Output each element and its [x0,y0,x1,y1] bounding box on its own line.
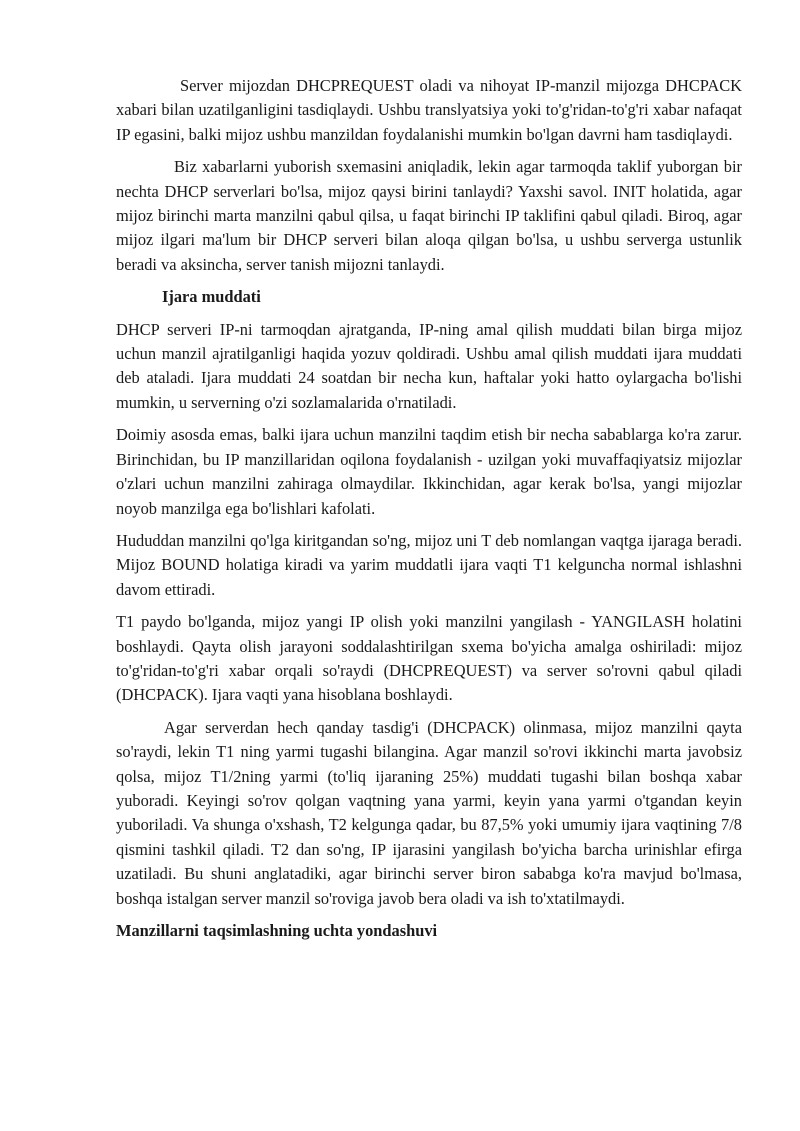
heading-lease-duration: Ijara muddati [162,287,261,307]
paragraph-dhcpack-confirmation: Server mijozdan DHCPREQUEST oladi va nihoyat IP-manzil mijozga DHCPACK xabari bilan uzatilganligini tasdiqlaydi. Ushbu translyatsiya yoki to'g'ridan-to'g'ri xabar nafaqat IP egasini, balki mijoz ushbu manzildan foydalanishi mumkin bo'lgan davrni ham tasdiqlaydi. [116,76,742,144]
paragraph-lease-definition: DHCP serveri IP-ni tarmoqdan ajratganda, IP-ning amal qilish muddati bilan birga mijoz uchun manzil ajratilganligi haqida yozuv qoldiradi. Ushbu amal qilish muddati ijara muddati deb ataladi. Ijara muddati 24 soatdan bir necha kun, haftalar yoki hatto oylargacha bo'lishi mumkin, u serverning o'zi sozlamalarida o'rnatiladi. [116,319,742,412]
heading-address-allocation-approaches: Manzillarni taqsimlashning uchta yondashuvi [116,921,438,940]
paragraph-lease-reasons: Doimiy asosda emas, balki ijara uchun manzilni taqdim etish bir necha sabablarga ko'ra zarur. Birinchidan, bu IP manzillaridan oqilona foydalanish - uzilgan yoki muvaffaqiyatsiz mijozlar o'zlari uchun manzilni zahiraga olmaydilar. Ikkinchidan, agar kerak bo'lsa, yangi mijozlar noyob manzilga ega bo'lishlari kafolati. [116,425,742,518]
document-page [116,74,742,951]
paragraph-bound-state: Hududdan manzilni qo'lga kiritgandan so'ng, mijoz uni T deb nomlangan vaqtga ijaraga beradi. Mijoz BOUND holatiga kiradi va yarim muddatli ijara vaqti T1 kelguncha normal ishlashni davom ettiradi. [116,530,742,599]
paragraph-server-selection: Biz xabarlarni yuborish sxemasini aniqladik, lekin agar tarmoqda taklif yuborgan bir nechta DHCP serverlari bo'lsa, mijoz qaysi birini tanlaydi? Yaxshi savol. INIT holatida, agar mijoz birinchi marta manzilni qabul qilsa, u faqat birinchi IP taklifini qabul qiladi. Biroq, agar mijoz ilgari ma'lum bir DHCP serveri bilan aloqa qilgan bo'lsa, u ushbu serverga ustunlik beradi va aksincha, server tanish mijozni tanlaydi. [116,157,742,274]
paragraph-retry-schedule: Agar serverdan hech qanday tasdig'i (DHCPACK) olinmasa, mijoz manzilni qayta so'raydi, lekin T1 ning yarmi tugashi bilangina. Agar manzil so'rovi ikkinchi marta javobsiz qolsa, mijoz T1/2ning yarmi (to'liq ijaraning 25%) muddati tugashi bilan boshqa xabar yuboradi. Keyingi so'rov qolgan vaqtning yana yarmi, keyin yana yarmi o'tgandan keyin yuboriladi. Va shunga o'xshash, T2 kelgunga qadar, bu 87,5% yoki umumiy ijara vaqtining 7/8 qismini tashkil qiladi. T2 dan so'ng, IP ijarasini yangilash bo'yicha barcha urinishlar efirga uzatiladi. Bu shuni anglatadiki, agar birinchi server biron sababga ko'ra mavjud bo'lmasa, boshqa istalgan server manzil so'roviga javob bera oladi va ish to'xtatilmaydi. [116,717,742,908]
paragraph-renewing-state: T1 paydo bo'lganda, mijoz yangi IP olish yoki manzilni yangilash - YANGILASH holatini boshlaydi. Qayta olish jarayoni soddalashtirilgan sxema bo'yicha amalga oshiriladi: mijoz to'g'ridan-to'g'ri xabar orqali so'raydi (DHCPREQUEST) va server so'rovni qabul qiladi (DHCPACK). Ijara vaqti yana hisoblana boshlaydi. [116,612,742,705]
